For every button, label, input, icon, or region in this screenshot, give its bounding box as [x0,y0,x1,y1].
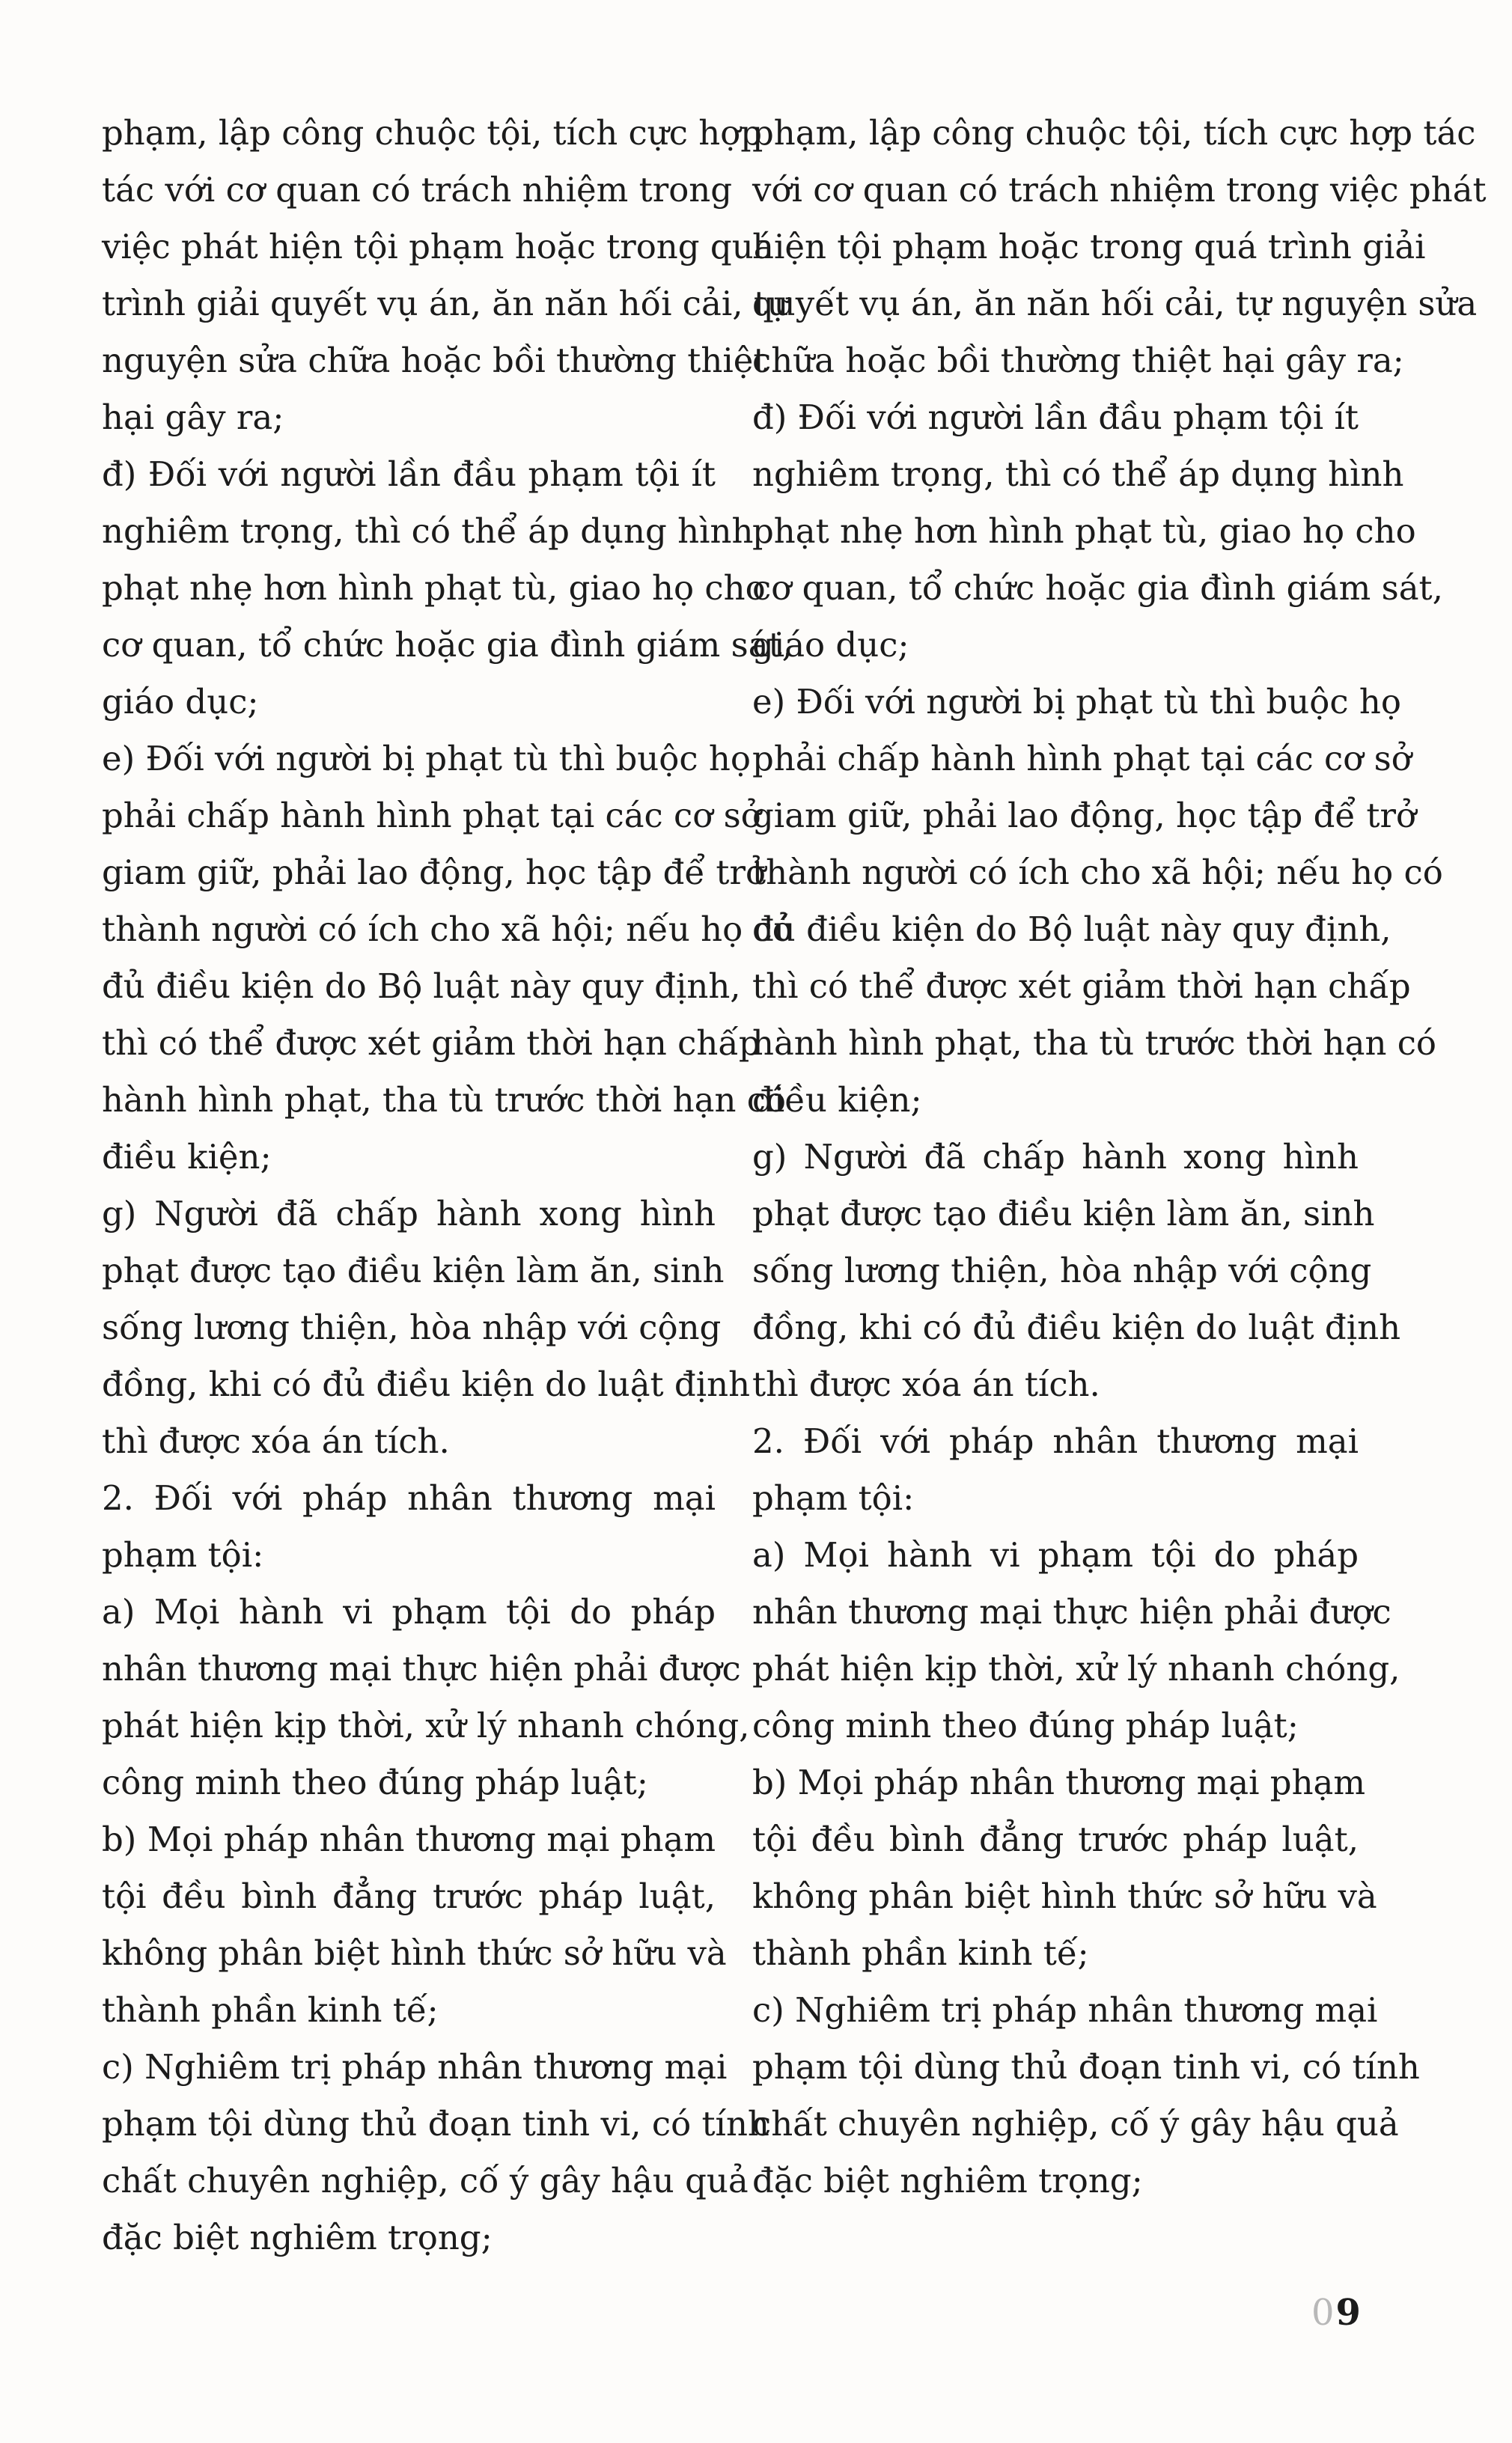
text-line: tội đều bình đẳng trước pháp luật, [102,1876,716,1916]
text-line: nguyện sửa chữa hoặc bồi thường thiệt [102,341,767,380]
text-line: phạt được tạo điều kiện làm ăn, sinh [752,1194,1375,1233]
text-line: đồng, khi có đủ điều kiện do luật định [102,1364,751,1404]
text-line: phạt được tạo điều kiện làm ăn, sinh [102,1251,725,1290]
text-line: điều kiện; [752,1080,922,1120]
text-line: đồng, khi có đủ điều kiện do luật định [752,1308,1401,1347]
text-line: thì được xóa án tích. [102,1421,450,1461]
text-line: phạt nhẹ hơn hình phạt tù, giao họ cho [752,511,1416,551]
text-line: việc phát hiện tội phạm hoặc trong quá [102,227,774,266]
text-line: với cơ quan có trách nhiệm trong việc phát [752,170,1487,210]
text-line: đủ điều kiện do Bộ luật này quy định, [752,909,1391,949]
text-line: thành phần kinh tế; [102,1990,439,2030]
text-line: thành phần kinh tế; [752,1933,1089,1973]
text-line: g) Người đã chấp hành xong hình [752,1137,1359,1177]
text-line: 2. Đối với pháp nhân thương mại [102,1478,716,1518]
text-line: thành người có ích cho xã hội; nếu họ có [102,909,793,949]
text-line: tác với cơ quan có trách nhiệm trong [102,170,733,210]
text-line: đặc biệt nghiêm trọng; [102,2218,493,2257]
text-line: giáo dục; [102,682,259,722]
text-line: chất chuyên nghiệp, cố ý gây hậu quả [102,2161,749,2200]
text-line: phạm tội dùng thủ đoạn tinh vi, có tính [752,2047,1420,2087]
text-line: phát hiện kịp thời, xử lý nhanh chóng, [102,1706,750,1745]
text-line: đủ điều kiện do Bộ luật này quy định, [102,966,741,1006]
text-line: b) Mọi pháp nhân thương mại phạm [102,1820,716,1859]
text-line: phạm tội: [752,1478,915,1518]
left-text-column [102,105,793,2266]
text-line: thì có thể được xét giảm thời hạn chấp [102,1023,760,1063]
text-line: hiện tội phạm hoặc trong quá trình giải [752,227,1426,266]
text-line: giam giữ, phải lao động, học tập để trở [752,796,1417,835]
text-line: a) Mọi hành vi phạm tội do pháp [752,1535,1359,1575]
text-line: điều kiện; [102,1137,272,1177]
text-line: sống lương thiện, hòa nhập với cộng [752,1251,1372,1290]
text-line: b) Mọi pháp nhân thương mại phạm [752,1763,1366,1802]
text-line: thì có thể được xét giảm thời hạn chấp [752,966,1411,1006]
text-line: 2. Đối với pháp nhân thương mại [752,1421,1359,1461]
text-line: chất chuyên nghiệp, cố ý gây hậu quả [752,2104,1399,2144]
text-line: hành hình phạt, tha tù trước thời hạn có [752,1023,1437,1063]
text-line: đ) Đối với người lần đầu phạm tội ít [752,397,1359,437]
text-line: nhân thương mại thực hiện phải được [752,1592,1391,1632]
text-line: phạm tội: [102,1535,264,1575]
text-line: giam giữ, phải lao động, học tập để trở [102,853,766,892]
text-line: nhân thương mại thực hiện phải được [102,1649,741,1689]
text-line: phạm, lập công chuộc tội, tích cực hợp tác [752,113,1476,153]
text-line: phát hiện kịp thời, xử lý nhanh chóng, [752,1649,1400,1689]
text-line: phạm, lập công chuộc tội, tích cực hợp [102,113,763,153]
text-line: không phân biệt hình thức sở hữu và [752,1876,1377,1916]
text-line: nghiêm trọng, thì có thể áp dụng hình [102,511,754,551]
text-line: c) Nghiêm trị pháp nhân thương mại [102,2047,728,2087]
text-line: cơ quan, tổ chức hoặc gia đình giám sát, [102,625,793,665]
text-line: thì được xóa án tích. [752,1364,1100,1404]
text-line: công minh theo đúng pháp luật; [752,1706,1299,1745]
text-line: a) Mọi hành vi phạm tội do pháp [102,1592,716,1632]
text-line: phạt nhẹ hơn hình phạt tù, giao họ cho [102,568,766,608]
text-line: phải chấp hành hình phạt tại các cơ sở [752,739,1412,778]
text-line: thành người có ích cho xã hội; nếu họ có [752,853,1443,892]
text-line: sống lương thiện, hòa nhập với cộng [102,1308,722,1347]
text-line: quyết vụ án, ăn năn hối cải, tự nguyện sửa [752,284,1478,323]
right-text-column [752,105,1487,2209]
page-number-faint-digit: 0 [1311,2292,1336,2334]
text-line: tội đều bình đẳng trước pháp luật, [752,1820,1359,1859]
text-line: phải chấp hành hình phạt tại các cơ sở [102,796,761,835]
text-line: hành hình phạt, tha tù trước thời hạn có [102,1080,787,1120]
text-line: chữa hoặc bồi thường thiệt hại gây ra; [752,341,1404,380]
text-line: e) Đối với người bị phạt tù thì buộc họ [102,739,751,778]
text-line: đặc biệt nghiêm trọng; [752,2161,1143,2200]
text-line: hại gây ra; [102,397,284,437]
text-line: c) Nghiêm trị pháp nhân thương mại [752,1990,1378,2030]
page-number [1311,2292,1362,2334]
text-line: đ) Đối với người lần đầu phạm tội ít [102,454,716,494]
text-line: phạm tội dùng thủ đoạn tinh vi, có tính [102,2104,769,2144]
text-line: cơ quan, tổ chức hoặc gia đình giám sát, [752,568,1443,608]
text-line: giáo dục; [752,625,909,665]
text-line: nghiêm trọng, thì có thể áp dụng hình [752,454,1404,494]
text-line: trình giải quyết vụ án, ăn năn hối cải, tự [102,284,789,323]
page-number-digit: 9 [1335,2292,1362,2334]
text-line: g) Người đã chấp hành xong hình [102,1194,716,1233]
text-line: e) Đối với người bị phạt tù thì buộc họ [752,682,1401,722]
text-line: công minh theo đúng pháp luật; [102,1763,648,1802]
text-line: không phân biệt hình thức sở hữu và [102,1933,727,1973]
